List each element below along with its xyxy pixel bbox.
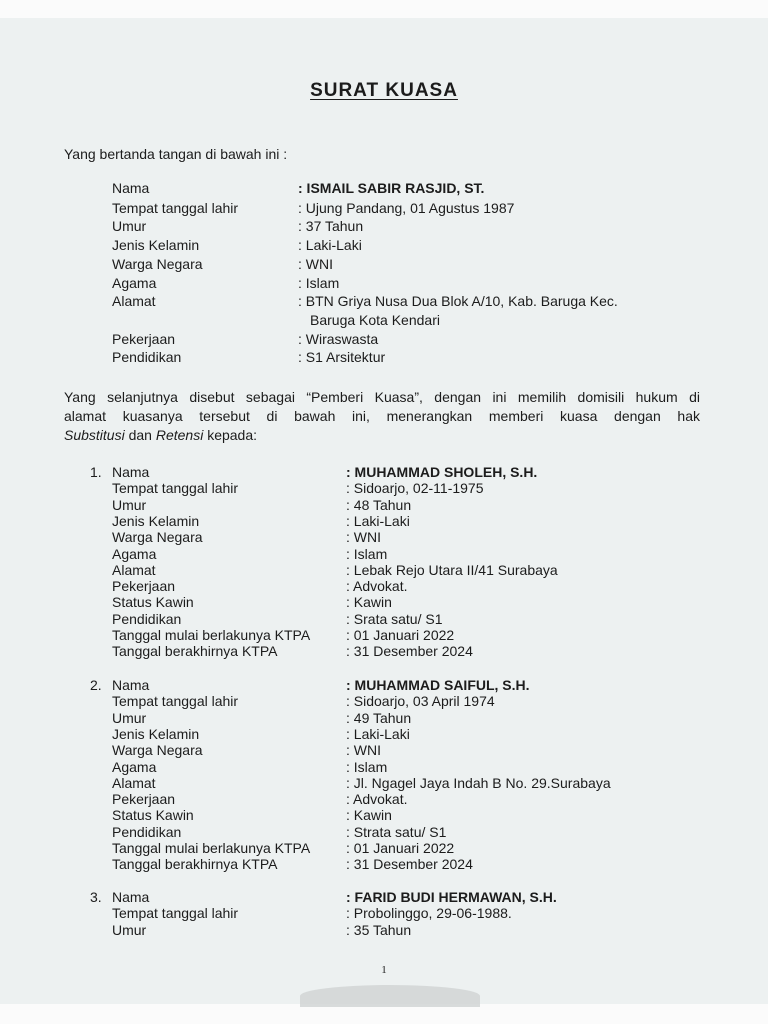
grantor-label: Nama: [112, 180, 150, 196]
substitusi-term: Substitusi: [64, 427, 125, 443]
attorney-label: Pekerjaan: [112, 578, 176, 595]
attorney-label: Warga Negara: [112, 529, 203, 546]
intro-text: Yang bertanda tangan di bawah ini :: [64, 146, 288, 162]
attorney-value: : Strata satu/ S1: [346, 823, 447, 840]
grantor-value: : Islam: [298, 275, 340, 291]
grantor-value: : 37 Tahun: [298, 218, 364, 234]
document-title: SURAT KUASA: [310, 80, 458, 101]
attorney-label: Tanggal berakhirnya KTPA: [112, 643, 278, 660]
attorney-value: : WNI: [346, 529, 381, 546]
attorney-label: Agama: [112, 545, 157, 562]
attorney-label: Alamat: [112, 561, 156, 578]
attorney-label: Status Kawin: [112, 594, 194, 611]
attorney-value: : MUHAMMAD SHOLEH, S.H.: [346, 464, 538, 480]
grantor-label: Alamat: [112, 293, 156, 309]
attorney-value: : Kawin: [346, 807, 392, 824]
attorney-value: : Advokat.: [346, 578, 408, 595]
attorney-value: : Kawin: [346, 594, 392, 611]
paragraph-line-1: Yang selanjutnya disebut sebagai “Pemberi Kuasa”, dengan ini memilih domisili hukum di: [64, 389, 700, 405]
attorney-label: Tanggal mulai berlakunya KTPA: [112, 627, 311, 643]
attorney-label: Nama: [112, 464, 150, 480]
attorney-number: 1.: [90, 464, 102, 480]
attorney-value: : Lebak Rejo Utara II/41 Surabaya: [346, 561, 558, 578]
attorney-label: Pekerjaan: [112, 791, 176, 808]
grantor-label: Umur: [112, 218, 147, 234]
attorney-value: : WNI: [346, 742, 381, 759]
attorney-label: Tempat tanggal lahir: [112, 905, 239, 922]
attorney-label: Nama: [112, 889, 150, 905]
attorney-number: 2.: [90, 677, 102, 693]
attorney-label: Umur: [112, 921, 147, 938]
attorney-value: : 31 Desember 2024: [346, 856, 473, 873]
attorney-value: : 35 Tahun: [346, 921, 412, 938]
attorney-value: : Islam: [346, 545, 388, 562]
attorney-value: : 01 Januari 2022: [346, 627, 455, 643]
attorney-label: Status Kawin: [112, 807, 194, 824]
attorney-number: 3.: [90, 889, 102, 905]
attorney-value: : 48 Tahun: [346, 496, 412, 513]
attorney-value: : Srata satu/ S1: [346, 610, 443, 627]
attorney-label: Nama: [112, 677, 150, 693]
attorney-value: : FARID BUDI HERMAWAN, S.H.: [346, 889, 557, 905]
grantor-label: Jenis Kelamin: [112, 237, 200, 253]
attorney-label: Pendidikan: [112, 610, 182, 627]
attorney-label: Alamat: [112, 774, 156, 791]
grant-paragraph: [64, 388, 700, 445]
attorney-label: Jenis Kelamin: [112, 512, 200, 529]
attorney-value: : Jl. Ngagel Jaya Indah B No. 29.Surabaya: [346, 774, 611, 791]
attorney-value: : Sidoarjo, 03 April 1974: [346, 693, 495, 710]
grantor-label: Pekerjaan: [112, 331, 176, 347]
grantor-label: Agama: [112, 275, 157, 291]
attorney-label: Warga Negara: [112, 742, 203, 759]
page-shadow: [300, 985, 480, 1007]
attorney-label: Tanggal mulai berlakunya KTPA: [112, 840, 311, 856]
grantor-value: : Wiraswasta: [298, 331, 379, 347]
grantor-value-continued: Baruga Kota Kendari: [310, 312, 440, 328]
attorney-value: : Sidoarjo, 02-11-1975: [346, 480, 484, 497]
attorney-value: : Islam: [346, 758, 388, 775]
attorney-value: : Laki-Laki: [346, 512, 410, 529]
grantor-value: : S1 Arsitektur: [298, 349, 386, 365]
grantor-label: Tempat tanggal lahir: [112, 200, 239, 216]
grantor-label: Warga Negara: [112, 256, 203, 272]
attorney-label: Pendidikan: [112, 823, 182, 840]
attorney-value: : 01 Januari 2022: [346, 840, 455, 856]
grantor-value: : Laki-Laki: [298, 237, 362, 253]
attorney-label: Umur: [112, 709, 147, 726]
grantor-value: : BTN Griya Nusa Dua Blok A/10, Kab. Baruga Kec.: [298, 293, 618, 309]
attorney-value: : Advokat.: [346, 791, 408, 808]
retensi-term: Retensi: [155, 427, 204, 443]
grantor-label: Pendidikan: [112, 349, 182, 365]
grantor-value: : Ujung Pandang, 01 Agustus 1987: [298, 200, 515, 216]
attorney-label: Tempat tanggal lahir: [112, 693, 239, 710]
attorney-value: : 31 Desember 2024: [346, 643, 473, 660]
attorney-label: Jenis Kelamin: [112, 725, 200, 742]
attorney-label: Agama: [112, 758, 157, 775]
grantor-value: : WNI: [298, 256, 333, 272]
grantor-value: : ISMAIL SABIR RASJID, ST.: [298, 180, 485, 196]
attorney-label: Umur: [112, 496, 147, 513]
attorney-value: : Probolinggo, 29-06-1988.: [346, 905, 512, 922]
paragraph-line-3: Substitusi dan Retensi kepada:: [64, 427, 258, 443]
paragraph-line-2: alamat kuasanya tersebut di bawah ini, menerangkan memberi kuasa dengan hak: [64, 408, 700, 424]
attorney-label: Tanggal berakhirnya KTPA: [112, 856, 278, 873]
attorney-value: : 49 Tahun: [346, 709, 412, 726]
attorney-label: Tempat tanggal lahir: [112, 480, 239, 497]
attorney-value: : MUHAMMAD SAIFUL, S.H.: [346, 677, 530, 693]
page-number: 1: [381, 964, 387, 976]
attorney-value: : Laki-Laki: [346, 725, 410, 742]
